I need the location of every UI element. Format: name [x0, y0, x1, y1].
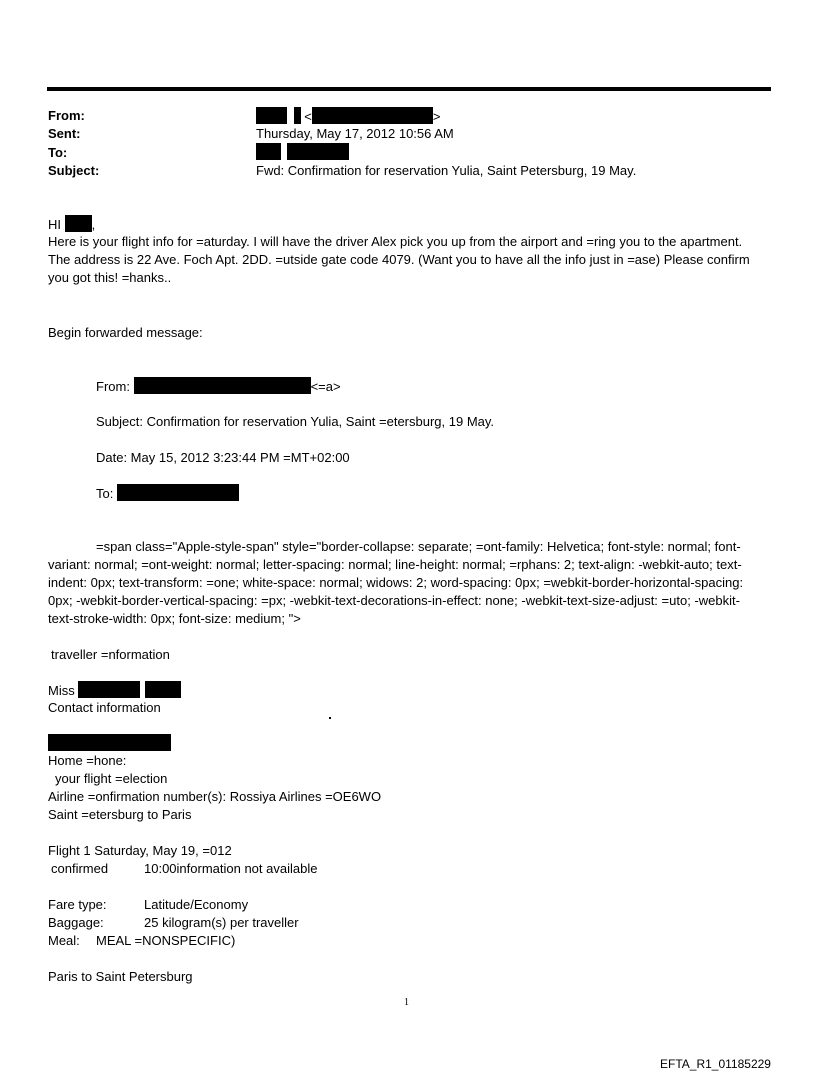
- page-number: 1: [404, 997, 409, 1008]
- meal-label: Meal:: [48, 933, 80, 948]
- fwd-from-label: From:: [96, 379, 130, 394]
- redaction: [256, 143, 281, 160]
- fare-label: Fare type:: [48, 897, 107, 912]
- contact-info: Contact information: [48, 700, 161, 715]
- redaction: [65, 215, 92, 232]
- from-bracket-close: >: [432, 109, 441, 124]
- route-outbound: Saint =etersburg to Paris: [48, 807, 192, 822]
- from-label: From:: [48, 108, 85, 123]
- from-value: [256, 107, 440, 126]
- traveller-info: traveller =nformation: [51, 647, 170, 662]
- redaction: [145, 681, 181, 698]
- begin-forwarded: Begin forwarded message:: [48, 325, 203, 340]
- greeting: [48, 215, 95, 234]
- flight-1: Flight 1 Saturday, May 19, =012: [48, 843, 232, 858]
- airline-confirmation: Airline =onfirmation number(s): Rossiya Airlines =OE6WO: [48, 789, 382, 804]
- redaction: [294, 107, 301, 124]
- flight-selection: your flight =election: [55, 771, 168, 786]
- home-phone: Home =hone:: [48, 753, 127, 768]
- fwd-date: Date: May 15, 2012 3:23:44 PM =MT+02:00: [96, 450, 350, 465]
- traveller-name: [48, 681, 181, 700]
- redaction: [117, 484, 239, 501]
- confirmed-label: confirmed: [51, 861, 109, 876]
- sent-value: Thursday, May 17, 2012 10:56 AM: [256, 126, 454, 141]
- greeting-comma: ,: [91, 217, 96, 232]
- fwd-subject: Subject: Confirmation for reservation Yulia, Saint =etersburg, 19 May.: [96, 414, 495, 429]
- fwd-to-label: To:: [96, 486, 114, 501]
- to-value: [256, 143, 349, 162]
- greeting-text: HI: [48, 217, 61, 232]
- redaction: [134, 377, 311, 394]
- redaction: [48, 734, 171, 751]
- redaction: [256, 107, 287, 124]
- document-id: EFTA_R1_01185229: [660, 1057, 771, 1071]
- header-rule: [47, 87, 771, 91]
- span-markup-text: =span class="Apple-style-span" style="border-collapse: separate; =ont-family: Helvetica; font-style: normal; font-variant: normal; =ont-weight: normal; letter-spacing: normal; line-height: normal; =rphans: 2; text-align: -webkit-auto; text-indent: 0px; text-transform: =one; white-space: normal; widows: 2; word-spacing: 0px; =webkit-border-horizontal-spacing: 0px; -webkit-border-vertical-spacing: =px; -webkit-text-decorations-in-effect: none; -webkit-text-size-adjust: =uto; -webkit-text-stroke-width: 0px; font-size: medium; ">: [48, 539, 744, 626]
- route-return: Paris to Saint Petersburg: [48, 969, 193, 984]
- subject-label: Subject:: [48, 163, 100, 178]
- redaction: [287, 143, 349, 160]
- fare-value: Latitude/Economy: [144, 897, 249, 912]
- fwd-from-suffix: <=a>: [310, 379, 341, 394]
- redaction: [78, 681, 140, 698]
- sent-label: Sent:: [48, 126, 81, 141]
- stray-dot: [329, 717, 331, 719]
- subject-value: Fwd: Confirmation for reservation Yulia, Saint Petersburg, 19 May.: [256, 163, 637, 178]
- baggage-label: Baggage:: [48, 915, 104, 930]
- redaction: [312, 107, 433, 124]
- confirmed-value: 10:00information not available: [144, 861, 318, 876]
- from-bracket-open: <: [304, 109, 312, 124]
- meal-value: MEAL =NONSPECIFIC): [96, 933, 236, 948]
- baggage-value: 25 kilogram(s) per traveller: [144, 915, 299, 930]
- fwd-to: [96, 484, 239, 503]
- message-body: Here is your flight info for =aturday. I will have the driver Alex pick you up from the airport and =ring you to the apartment. The address is 22 Ave. Foch Apt. 2DD. =utside gate code 4079. (Want you to have all the info just in =ase) Please confirm you got this! =hanks..: [48, 234, 750, 285]
- contact-redaction: [48, 734, 171, 753]
- fwd-from: [96, 377, 341, 396]
- to-label: To:: [48, 145, 68, 160]
- miss-label: Miss: [48, 683, 75, 698]
